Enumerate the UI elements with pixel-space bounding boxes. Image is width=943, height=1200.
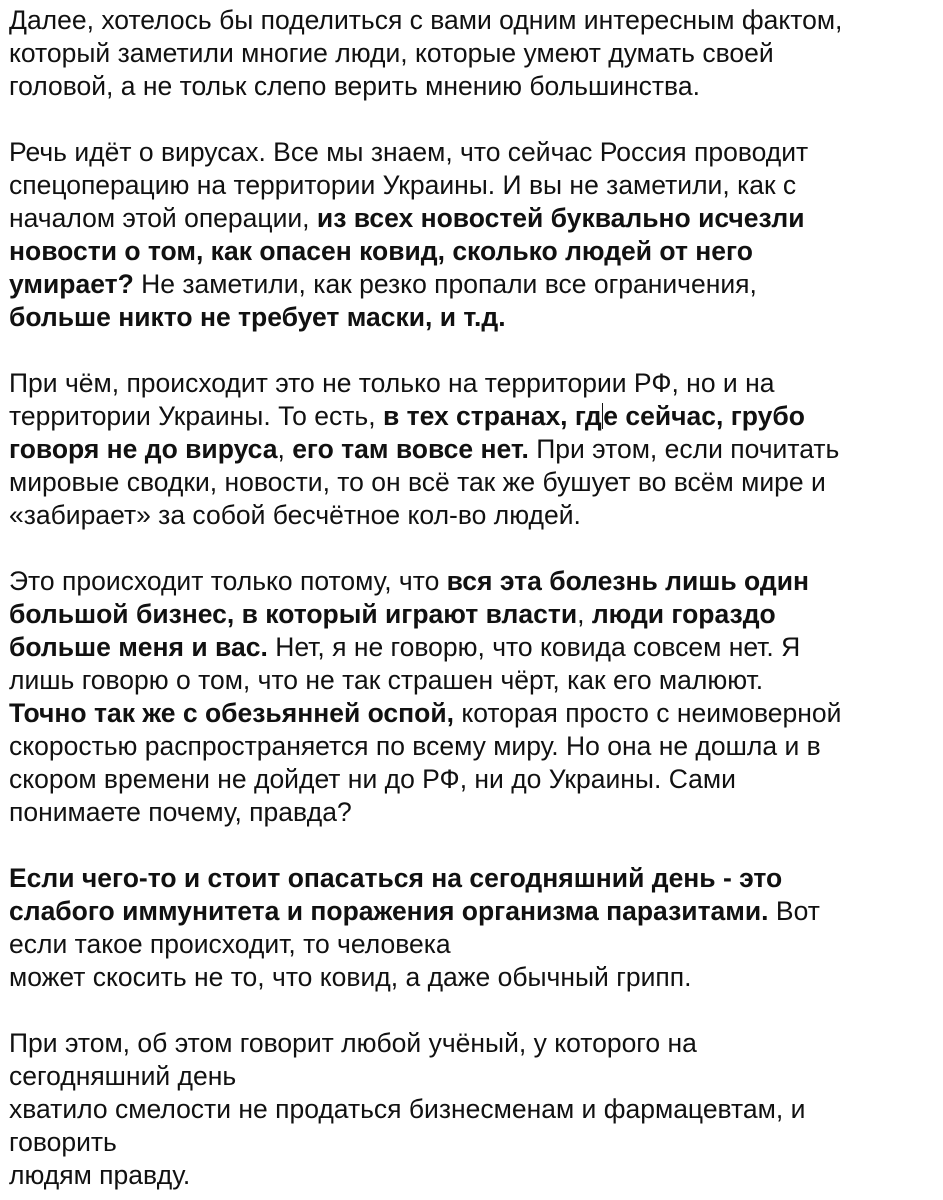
- text-line: [9, 400, 943, 433]
- bold-text-run: Если чего-то и стоит опасаться на сегодняшний день - это: [9, 863, 783, 893]
- text-run: «забирает» за собой бесчётное кол-во людей.: [9, 500, 581, 530]
- text-line: [9, 1093, 943, 1126]
- text-run: сегодняшний день: [9, 1061, 237, 1091]
- paragraph: [9, 136, 943, 334]
- bold-text-run: умирает?: [9, 269, 134, 299]
- text-run: хватило смелости не продаться бизнесменам и фармацевтам, и: [9, 1094, 806, 1124]
- text-run: ,: [277, 434, 293, 464]
- paragraph: [9, 367, 943, 532]
- bold-text-run: новости о том, как опасен ковид, сколько людей от него: [9, 236, 753, 266]
- paragraph: [9, 1027, 943, 1192]
- text-run: Речь идёт о вирусах. Все мы знаем, что сейчас Россия проводит: [9, 137, 809, 167]
- text-line: [9, 466, 943, 499]
- text-line: [9, 1126, 943, 1159]
- text-run: При чём, происходит это не только на территории РФ, но и на: [9, 368, 775, 398]
- text-run: понимаете почему, правда?: [9, 797, 352, 827]
- text-run: спецоперацию на территории Украины. И вы не заметили, как с: [9, 170, 797, 200]
- text-run: которая просто с неимоверной: [454, 698, 842, 728]
- text-line: [9, 664, 943, 697]
- text-line: [9, 598, 943, 631]
- text-line: [9, 499, 943, 532]
- text-run: ,: [577, 599, 592, 629]
- text-line: [9, 235, 943, 268]
- text-line: [9, 37, 943, 70]
- bold-text-run: его там вовсе нет.: [292, 434, 529, 464]
- text-run: Не заметили, как резко пропали все ограничения,: [133, 269, 757, 299]
- text-run: говорить: [9, 1127, 117, 1157]
- text-line: [9, 301, 943, 334]
- text-line: [9, 136, 943, 169]
- text-line: [9, 565, 943, 598]
- text-run: Нет, я не говорю, что ковида совсем нет. Я: [267, 632, 801, 662]
- bold-text-run: Точно так же с обезьянней оспой,: [9, 698, 455, 728]
- text-line: [9, 961, 943, 994]
- text-line: [9, 1159, 943, 1192]
- bold-text-run: слабого иммунитета и поражения организма паразитами.: [9, 896, 769, 926]
- bold-text-run: больше меня и вас.: [9, 632, 268, 662]
- text-line: [9, 763, 943, 796]
- text-line: [9, 1060, 943, 1093]
- text-line: [9, 928, 943, 961]
- text-run: началом этой операции,: [9, 203, 317, 233]
- text-run: Вот: [768, 896, 820, 926]
- text-line: [9, 70, 943, 103]
- paragraph: [9, 565, 943, 829]
- text-line: [9, 697, 943, 730]
- text-run: При этом, об этом говорит любой учёный, у которого на: [9, 1028, 697, 1058]
- bold-text-run: вся эта болезнь лишь один: [446, 566, 810, 596]
- bold-text-run: говоря не до вируса: [9, 434, 278, 464]
- text-line: [9, 367, 943, 400]
- text-run: скором времени не дойдет ни до РФ, ни до Украины. Сами: [9, 764, 736, 794]
- text-line: [9, 796, 943, 829]
- bold-text-run: в тех странах, гд: [382, 401, 602, 431]
- text-run: территории Украины. То есть,: [9, 401, 383, 431]
- text-line: [9, 268, 943, 301]
- text-run: который заметили многие люди, которые умеют думать своей: [9, 38, 774, 68]
- text-line: [9, 433, 943, 466]
- text-run: скоростью распространяется по всему миру. Но она не дошла и в: [9, 731, 821, 761]
- bold-text-run: из всех новостей буквально исчезли: [316, 203, 805, 233]
- bold-text-run: больше никто не требует маски, и т.д.: [9, 302, 506, 332]
- text-line: [9, 1027, 943, 1060]
- bold-text-run: е сейчас, грубо: [603, 401, 805, 431]
- text-run: если такое происходит, то человека: [9, 929, 451, 959]
- text-run: людям правду.: [9, 1160, 191, 1190]
- text-line: [9, 862, 943, 895]
- paragraph: [9, 4, 943, 103]
- text-line: [9, 202, 943, 235]
- text-run: может скосить не то, что ковид, а даже обычный грипп.: [9, 962, 692, 992]
- text-line: [9, 4, 943, 37]
- text-run: При этом, если почитать: [528, 434, 840, 464]
- text-line: [9, 631, 943, 664]
- paragraph: [9, 862, 943, 994]
- text-run: лишь говорю о том, что не так страшен чёрт, как его малюют.: [9, 665, 764, 695]
- text-run: мировые сводки, новости, то он всё так же бушует во всём мире и: [9, 467, 826, 497]
- text-line: [9, 730, 943, 763]
- bold-text-run: большой бизнес, в который играют власти: [9, 599, 578, 629]
- text-line: [9, 895, 943, 928]
- text-line: [9, 169, 943, 202]
- text-run: Далее, хотелось бы поделиться с вами одним интересным фактом,: [9, 5, 843, 35]
- text-run: головой, а не тольк слепо верить мнению большинства.: [9, 71, 700, 101]
- text-run: Это происходит только потому, что: [9, 566, 447, 596]
- bold-text-run: люди гораздо: [591, 599, 776, 629]
